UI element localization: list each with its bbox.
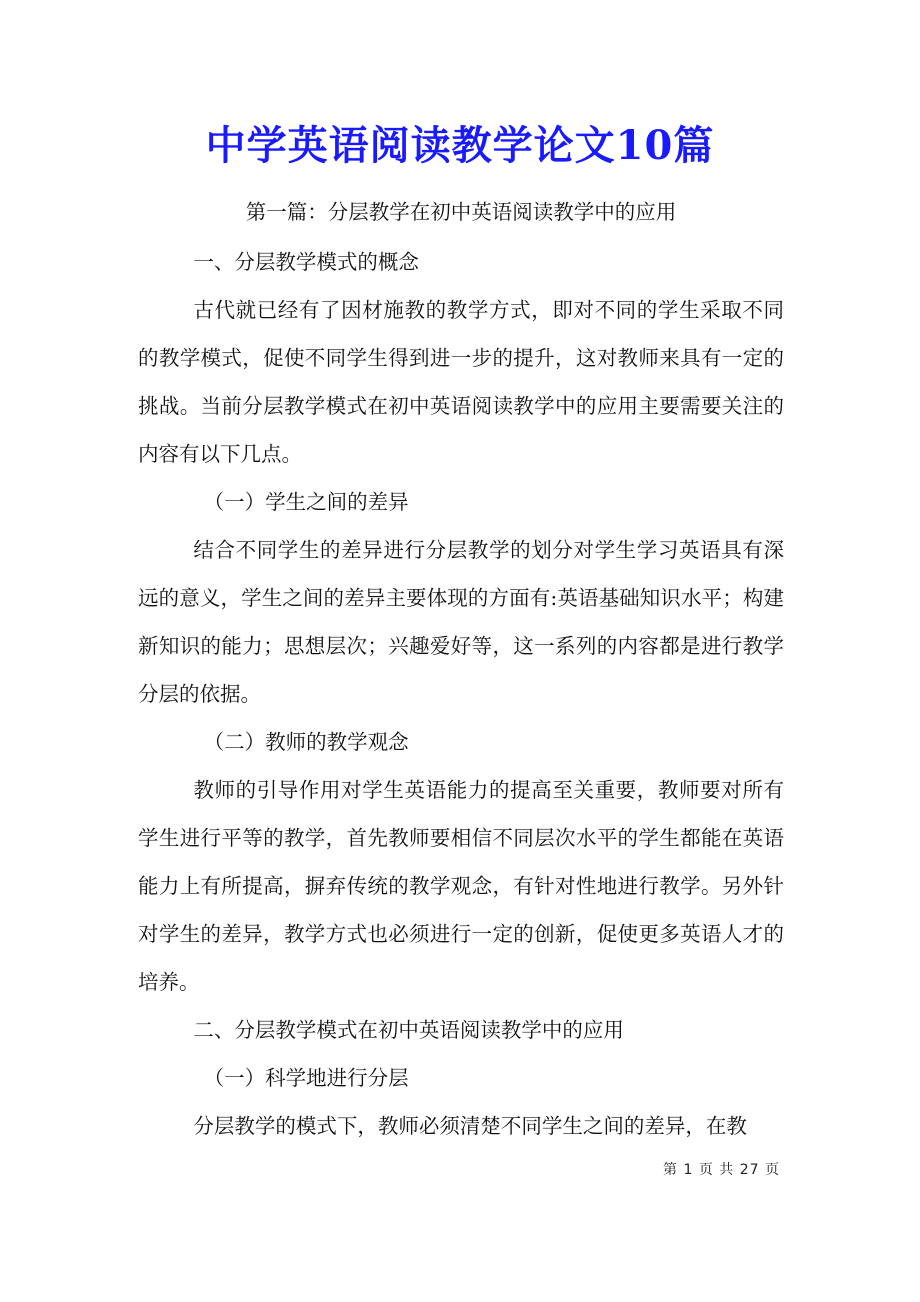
body-paragraph: 教师的引导作用对学生英语能力的提高至关重要，教师要对所有学生进行平等的教学，首先教师要相信不同层次水平的学生都能在英语能力上有所提高，摒弃传统的教学观念，有针对性地进行教学。另外针对学生的差异，教学方式也必须进行一定的创新，促使更多英语人才的培养。 (138, 778, 784, 994)
subsection-heading: （一）科学地进行分层 (203, 1066, 409, 1090)
section-heading: 一、分层教学模式的概念 (193, 250, 419, 274)
page-number: 第 1 页 共 27 页 (663, 1162, 780, 1178)
body-paragraph: 分层教学的模式下，教师必须清楚不同学生之间的差异，在教 (193, 1114, 747, 1138)
document-title: 中学英语阅读教学论文10篇 (205, 122, 715, 169)
body-paragraph: 结合不同学生的差异进行分层教学的划分对学生学习英语具有深远的意义，学生之间的差异主要体现的方面有:英语基础知识水平；构建新知识的能力；思想层次；兴趣爱好等，这一系列的内容都是进行教学分层的依据。 (138, 538, 784, 706)
subsection-heading: （二）教师的教学观念 (203, 730, 409, 754)
chapter-title: 第一篇：分层教学在初中英语阅读教学中的应用 (245, 200, 677, 224)
document-body (138, 188, 784, 1150)
subsection-heading: （一）学生之间的差异 (203, 490, 409, 514)
body-paragraph: 古代就已经有了因材施教的教学方式，即对不同的学生采取不同的教学模式，促使不同学生得到进一步的提升，这对教师来具有一定的挑战。当前分层教学模式在初中英语阅读教学中的应用主要需要关注的内容有以下几点。 (138, 298, 784, 466)
section-heading: 二、分层教学模式在初中英语阅读教学中的应用 (193, 1018, 624, 1042)
